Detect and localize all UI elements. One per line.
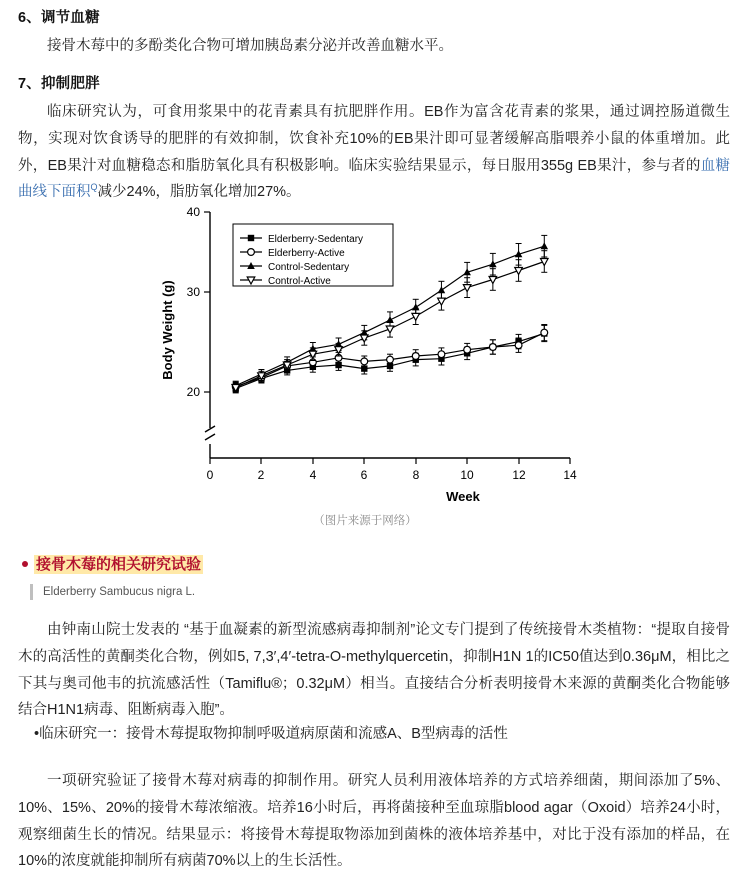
section-7-text-part2: 减少24%，脂肪氧化增加27%。 (97, 184, 301, 201)
svg-text:40: 40 (186, 205, 200, 219)
svg-text:10: 10 (460, 468, 474, 482)
species-subtitle: Elderberry Sambucus nigra L. (30, 584, 443, 600)
section-6-number: 6、 (18, 10, 41, 26)
svg-text:Control-Sedentary: Control-Sedentary (268, 262, 350, 273)
research-heading-label: 接骨木莓的相关研究试验 (36, 556, 202, 573)
section-6-heading (18, 6, 730, 27)
section-6 (18, 6, 730, 60)
body-weight-chart-svg (150, 200, 580, 510)
section-7-paragraph (18, 99, 730, 206)
bullet-dot-icon (22, 561, 28, 567)
glucose-auc-link-superscript: Q (90, 182, 98, 193)
section-7 (18, 72, 730, 206)
svg-text:30: 30 (186, 285, 200, 299)
svg-text:8: 8 (412, 468, 420, 482)
research-paragraph-block (18, 617, 730, 724)
svg-text:12: 12 (512, 468, 526, 482)
research-paragraph: 由钟南山院士发表的 “基于血凝素的新型流感病毒抑制剂”论文专门提到了传统接骨木类植物：“提取自接骨木的高活性的黄酮类化合物，例如5, 7,3′,4′-tetra-O-methylquercetin，抑制H1N 1的IC50值达到0.36μM，相比之下其与奥司他韦的抗流感活性（Tamiflu®；0.32μM）相当。直接结合分析表明接骨木来源的黄酮类化合物能够结合H1N1病毒、阻断病毒入胞”。 (18, 622, 730, 719)
svg-text:Control-Active: Control-Active (268, 276, 331, 287)
body-weight-chart (150, 200, 580, 527)
svg-text:14: 14 (563, 468, 577, 482)
research-heading (22, 553, 203, 574)
final-paragraph: 一项研究验证了接骨木莓对病毒的抑制作用。研究人员利用液体培养的方式培养细菌，期间添加了5%、10%、15%、20%的接骨木莓浓缩液。培养16小时后，再将菌接种至血琼脂blood agar（Oxoid）培养24小时，观察细菌生长的情况。结果显示：将接骨木莓提取物添加到菌株的液体培养基中，对比于没有添加的样品，在10%的浓度就能抑制所有病菌70%以上的生长活性。 (18, 773, 730, 870)
section-7-number: 7、 (18, 76, 41, 92)
chart-legend (233, 224, 393, 287)
clinical-study-bullet-label: •临床研究一：接骨木莓提取物抑制呼吸道病原菌和流感A、B型病毒的活性 (34, 726, 508, 742)
svg-text:6: 6 (360, 468, 368, 482)
clinical-study-bullet (34, 722, 734, 743)
section-6-title: 调节血糖 (40, 10, 100, 26)
svg-text:2: 2 (257, 468, 265, 482)
svg-text:0: 0 (206, 468, 214, 482)
chart-ylabel: Body Weight (g) (160, 280, 175, 380)
chart-xlabel: Week (446, 489, 480, 504)
svg-text:20: 20 (186, 385, 200, 399)
section-7-heading (18, 72, 730, 93)
svg-text:4: 4 (309, 468, 317, 482)
section-6-paragraph: 接骨木莓中的多酚类化合物可增加胰岛素分泌并改善血糖水平。 (47, 38, 453, 54)
final-paragraph-block (18, 768, 730, 875)
svg-text:Elderberry-Sedentary: Elderberry-Sedentary (268, 234, 364, 245)
svg-text:Elderberry-Active: Elderberry-Active (268, 248, 345, 259)
section-7-title: 抑制肥胖 (40, 76, 100, 92)
chart-caption: （图片来源于网络） (313, 515, 417, 527)
section-7-text-part1: 临床研究认为，可食用浆果中的花青素具有抗肥胖作用。EB作为富含花青素的浆果，通过调控肠道微生物，实现对饮食诱导的肥胖的有效抑制，饮食补充10%的EB果汁即可显著缓解高脂喂养小鼠的体重增加。此外，EB果汁对血糖稳态和脂肪氧化具有积极影响。临床实验结果显示，每日服用355g EB果汁，参与者的 (18, 104, 730, 174)
glucose-auc-link-label: 血糖曲线下面积 (18, 157, 731, 201)
